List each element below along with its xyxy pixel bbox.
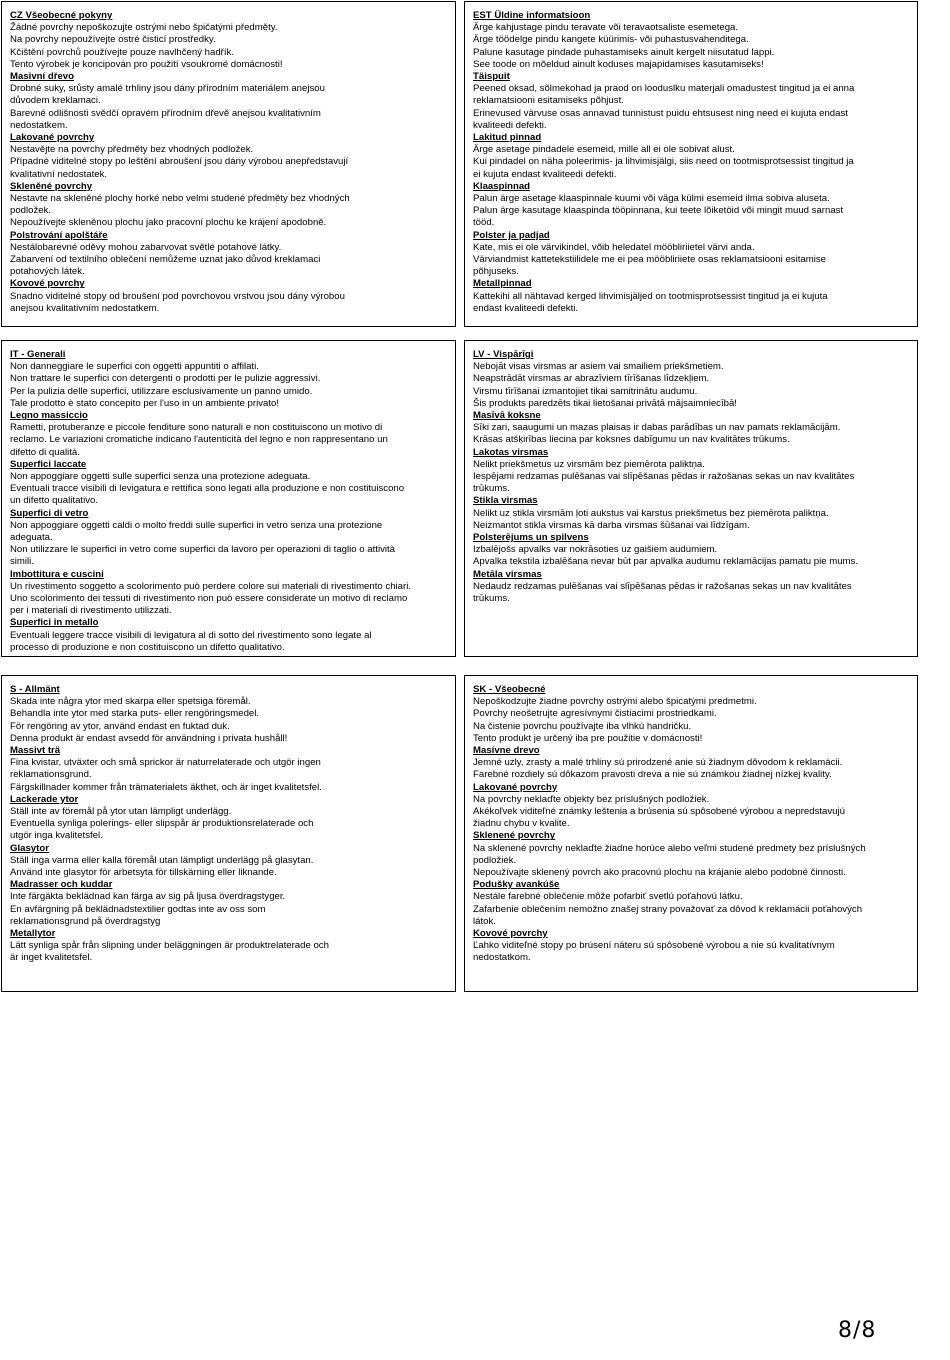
text-line: důvodem kreklamaci. [10,95,101,107]
subsection-heading: Lakotas virsmas [473,446,549,458]
section-it [1,340,456,657]
subsection-heading: Madrasser och kuddar [10,879,113,891]
text-line: Jemné uzly, zrasty a malé trhliny sú prirodzené anie sú žiadnym dôvodom k reklamácii. [473,757,843,769]
text-line: Akékoľvek viditeľné známky leštenia a brúsenia sú spôsobené výrobou a nepredstavujú [473,806,845,818]
text-line: Zabarvení od textilního oblečení nemůžeme uznat jako důvod kreklamaci [10,254,321,266]
text-line: Värviandmist kattetekstiilidele me ei pea mööbliriiete osas reklamatsiooni esitamise [473,254,826,266]
text-line: per i materiali di rivestimento utilizzati. [10,605,172,617]
subsection-heading: Glasytor [10,842,49,854]
text-line: Nelikt uz stikla virsmām ļoti aukstus vai karstus priekšmetus bez piemērota paliktņa. [473,507,829,519]
section-title: LV - Vispārīgi [473,349,534,360]
text-line: Zafarbenie oblečením nemožno znašej strany považovať za dôvod k reklamácii poťahových [473,903,863,915]
text-line: endast kvaliteedi defekti. [473,302,579,314]
text-line: Snadno viditelné stopy od broušení pod povrchovou vrstvou jsou dány výrobou [10,290,345,302]
text-line: žiadnu chybu v kvalite. [473,818,570,830]
text-line: tööd. [473,217,495,229]
text-line: Tale prodotto è stato concepito per l'uso in un ambiente privato! [10,397,280,409]
text-line: Ärge kahjustage pindu teravate või teravaotsaliste esemetega. [473,22,739,34]
text-line: reklamatsiooni esitamiseks põhjust. [473,95,624,107]
section-title: IT - Generali [10,349,66,360]
subsection-heading: Superfici di vetro [10,507,89,519]
subsection-heading: Masívne drevo [473,745,540,757]
section-sk [464,675,918,992]
text-line: Tento výrobek je koncipován pro použití vsoukromé domácnosti! [10,58,283,70]
text-line: Ställ inga varma eller kalla föremål utan lämpligt underlägg på glasytan. [10,854,314,866]
section-title: CZ Všeobecné pokyny [10,10,113,21]
text-line: reklamationsgrund. [10,769,92,781]
text-line: Per la pulizia delle superfici, utilizzare esclusivamente un panno umido. [10,385,313,397]
text-line: Ľahko viditeľné stopy po brúsení náteru sú spôsobené výrobou a nie sú kvalitatívnym [473,940,835,952]
text-line: Non danneggiare le superfici con oggetti appuntiti o affilati. [10,361,259,373]
text-line: trūkums. [473,483,510,495]
text-line: Kčištění povrchů používejte pouze navlhčený hadřík. [10,46,234,58]
subsection-heading: Superfici laccate [10,458,87,470]
text-line: Behandla inte ytor med starka puts- eller rengöringsmedel. [10,708,260,720]
text-line: utgör inga kvalitetsfel. [10,830,103,842]
text-line: Un rivestimento soggetto a scolorimento può perdere colore sui materiali di rivestimento chiari. [10,580,411,592]
section-title: SK - Všeobecné [473,684,546,695]
text-line: Sīki zari, saaugumi un mazas plaisas ir dabas parādības un nav pamats reklamācijām. [473,422,841,434]
text-line: Na povrchy nepoužívejte ostré čisticí prostředky. [10,34,216,46]
text-line: simili. [10,556,34,568]
subsection-heading: Stikla virsmas [473,495,538,507]
text-line: Nepoužívajte sklenený povrch ako pracovnú plochu na krájanie alebo podobné činnosti. [473,867,846,879]
subsection-heading: Masīvā koksne [473,410,541,422]
subsection-heading: Masivní dřevo [10,71,74,83]
subsection-heading: Kovové povrchy [473,928,548,940]
section-lv-body [465,341,917,605]
subsection-heading: Metāla virsmas [473,568,542,580]
text-line: är inget kvalitetsfel. [10,952,93,964]
text-line: Non appoggiare oggetti caldi o molto freddi sulle superfici in vetro senza una protezione [10,519,383,531]
section-cz [1,1,456,327]
text-line: Denna produkt är endast avsedd för användning i privata hushåll! [10,732,288,744]
text-line: Nebojāt visas virsmas ar asiem vai smailiem priekšmetiem. [473,361,724,373]
section-cz-body [2,2,455,315]
section-it-body [2,341,455,654]
subsection-heading: Superfici in metallo [10,617,99,629]
text-line: See toode on mõeldud ainult koduses majapidamises kasutamiseks! [473,58,764,70]
text-line: En avfärgning på beklädnadstextilier godtas inte av oss som [10,903,266,915]
text-line: Rametti, protuberanze e piccole fenditure sono naturali e non costituiscono un motivo di [10,422,383,434]
text-line: Tento produkt je určený iba pre použitie v domácnosti! [473,732,703,744]
page-number: 8/8 [838,1318,877,1343]
section-lv [464,340,918,657]
text-line: Případné viditelné stopy po leštění abroušení jsou dány výrobou anepředstavují [10,156,349,168]
text-line: Kate, mis ei ole värvikindel, võib heledatel mööbliriietel värvi anda. [473,241,755,253]
subsection-heading: Metallytor [10,928,56,940]
text-line: Palun ärge asetage klaaspinnale kuumi või väga külmi esemeid ilma sobiva aluseta. [473,193,830,205]
subsection-heading: Podušky avankúše [473,879,560,891]
text-line: trūkums. [473,593,510,605]
subsection-heading: Täispuit [473,71,510,83]
subsection-heading: Imbottitura e cuscini [10,568,104,580]
text-line: Eventuella synliga polerings- eller slipspår är produktionsrelaterade och [10,818,314,830]
text-line: Uno scolorimento dei tessuti di rivestimento non può essere considerate un motivo di reclamo [10,593,408,605]
section-s-body [2,676,455,965]
text-line: Izbalējošs apvalks var nokrāsoties uz gaišiem audumiem. [473,544,718,556]
text-line: Kui pindadel on näha poleerimis- ja lihvimisjälgi, siis need on tootmisprotsessist tingitud ja [473,156,854,168]
subsection-heading: Polsterējums un spilvens [473,532,589,544]
subsection-heading: Sklenené povrchy [473,830,556,842]
text-line: Iespējami redzamas pulēšanas vai slīpēšanas pēdas ir ražošanas sekas un nav kvalitātes [473,471,855,483]
text-line: kvaliteedi defekti. [473,119,547,131]
section-title: EST Üldine informatsioon [473,10,591,21]
text-line: Eventuali leggere tracce visibili di levigatura al di sotto del rivestimento sono legate al [10,629,372,641]
text-line: nedostatkem. [10,119,68,131]
text-line: Na sklenené povrchy neklaďte žiadne horúce alebo veľmi studené predmety bez príslušných [473,842,866,854]
subsection-heading: Kovové povrchy [10,278,85,290]
text-line: adeguata. [10,532,53,544]
subsection-heading: Polster ja padjad [473,229,550,241]
text-line: Nestavte na skleněné plochy horké nebo velmi studené předměty bez vhodných [10,193,350,205]
subsection-heading: Massivt trä [10,745,61,757]
text-line: Nepoužívejte skleněnou plochu jako pracovní plochu ke krájení apodobně. [10,217,327,229]
text-line: Non utilizzare le superfici in vetro come superfici da lavoro per operazioni di taglio o attività [10,544,396,556]
text-line: Nelikt priekšmetus uz virsmām bez piemērota paliktņa. [473,458,705,470]
text-line: Nedaudz redzamas pulēšanas vai slīpēšanas pēdas ir ražošanas sekas un nav kvalitātes [473,580,852,592]
text-line: un difetto qualitativo. [10,495,99,507]
subsection-heading: Lackerade ytor [10,793,79,805]
text-line: ei kujuta endast kvaliteedi defekti. [473,168,617,180]
text-line: För rengöring av ytor, använd endast en fuktad duk. [10,720,230,732]
text-line: Erinevused värvuse osas annavad tunnistust puidu ehtsusest ning need ei kujuta endast [473,107,848,119]
text-line: Na povrchy neklaďte objekty bez príslušných podložiek. [473,793,710,805]
text-line: podložek. [10,205,52,217]
text-line: Krāsas atšķirības liecina par koksnes dabīgumu un nav kvalitātes trūkums. [473,434,790,446]
text-line: reclamo. Le variazioni cromatiche indicano l'autenticità del legno e non rappresentano un [10,434,388,446]
text-line: Peened oksad, sõlmekohad ja praod on looduslku materjali omadustest tingitud ja ei anna [473,83,855,95]
text-line: Žádné povrchy nepoškozujte ostrými nebo špičatými předměty. [10,22,278,34]
text-line: Använd inte glasytor för arbetsyta för tillskärning eller liknande. [10,867,277,879]
text-line: Palune kasutage pindade puhastamiseks ainult kergelt niisutatud lappi. [473,46,775,58]
text-line: difetto di qualità. [10,446,80,458]
text-line: Färgskillnader kommer från trämaterialets äkthet, och är inget kvalitetsfel. [10,781,322,793]
subsection-heading: Klaaspinnad [473,180,531,192]
subsection-heading: Legno massiccio [10,410,88,422]
text-line: Ställ inte av föremål på ytor utan lämpligt underlägg. [10,806,232,818]
text-line: reklamationsgrund på överdragstyg [10,915,161,927]
text-line: Nepoškodzujte žiadne povrchy ostrými alebo špicatými predmetmi. [473,696,757,708]
text-line: Povrchy neošetrujte agresívnymi čistiacimi prostriedkami. [473,708,717,720]
text-line: nedostatkom. [473,952,531,964]
section-sk-body [465,676,917,965]
section-est [464,1,918,327]
text-line: Kattekihi all nähtavad kerged lihvimisjäljed on tootmisprotsessist tingitud ja ei kujuta [473,290,828,302]
text-line: Apvalka tekstila izbalēšana nevar būt par apvalka audumu reklamācijas pamatu pie mums. [473,556,859,568]
subsection-heading: Skleněné povrchy [10,180,93,192]
text-line: Barevné odlišnosti svědčí opravém přírodním dřevě anejsou kvalitativním [10,107,321,119]
text-line: Non appoggiare oggetti sulle superfici senza una protezione adeguata. [10,471,311,483]
text-line: anejsou kvalitativním nedostatkem. [10,302,160,314]
text-line: látok. [473,915,496,927]
text-line: Virsmu tīrīšanai izmantojiet tikai samitrinātu audumu. [473,385,698,397]
text-line: Neapstrādāt virsmas ar abrazīviem tīrīšanas līdzekļiem. [473,373,710,385]
text-line: podložiek. [473,854,517,866]
text-line: Ärge asetage pindadele esemeid, mille all ei ole sobivat alust. [473,144,735,156]
text-line: Nestálobarevné oděvy mohou zabarvovat světlé potahové látky. [10,241,282,253]
text-line: Šis produkts paredzēts tikai lietošanai privātā mājsaimniecībā! [473,397,737,409]
text-line: Fina kvistar, utväxter och små sprickor är naturrelaterade och utgör ingen [10,757,321,769]
subsection-heading: Lakované povrchy [473,781,558,793]
section-est-body [465,2,917,315]
text-line: Neizmantot stikla virsmas kā darba virsmas šūšanai vai līdzīgam. [473,519,750,531]
text-line: Palun ärge kasutage klaaspinda tööpinnana, kui teete lõiketöid või mingit muud sarnast [473,205,844,217]
text-line: Na čistenie povrchu používajte iba vlhkú handričku. [473,720,692,732]
text-line: Inte färgäkta beklädnad kan färga av sig på ljusa överdragstyger. [10,891,286,903]
text-line: Nestavějte na povrchy předměty bez vhodných podložek. [10,144,254,156]
text-line: processo di produzione e non costituiscono un difetto qualitativo. [10,641,285,653]
text-line: põhjuseks. [473,266,519,278]
subsection-heading: Polstrování apolštáře [10,229,108,241]
text-line: Non trattare le superfici con detergenti o prodotti per le pulizie aggressivi. [10,373,321,385]
text-line: Drobné suky, srůsty amalé trhliny jsou dány přírodním materiálem anejsou [10,83,325,95]
section-s [1,675,456,992]
subsection-heading: Metallpinnad [473,278,532,290]
text-line: Skada inte några ytor med skarpa eller spetsiga föremål. [10,696,251,708]
text-line: kvalitativní nedostatek. [10,168,108,180]
text-line: Lätt synliga spår från slipning under beläggningen är produktrelaterade och [10,940,329,952]
text-line: potahových látek. [10,266,85,278]
section-title: S - Allmänt [10,684,60,695]
text-line: Nestále farebné oblečenie môže pofarbiť svetlú poťahovú látku. [473,891,743,903]
text-line: Eventuali tracce visibili di levigatura e rettifica sono legati alla produzione e non costituiscono [10,483,405,495]
subsection-heading: Lakované povrchy [10,132,95,144]
text-line: Ärge töödelge pindu kangete küürimis- või puhastusvahenditega. [473,34,749,46]
subsection-heading: Lakitud pinnad [473,132,542,144]
text-line: Farebné rozdiely sú dôkazom pravosti dreva a nie sú známkou žiadnej nízkej kvality. [473,769,832,781]
